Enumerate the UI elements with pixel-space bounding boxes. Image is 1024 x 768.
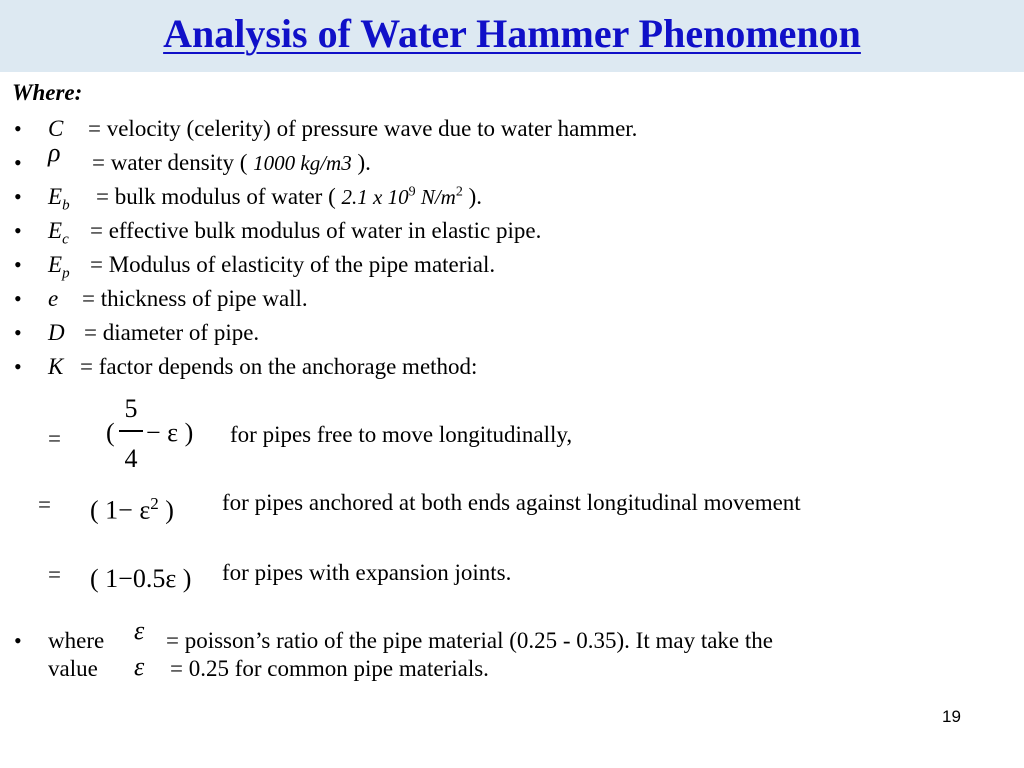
definition-ec: = effective bulk modulus of water in elastic pipe. <box>90 218 542 243</box>
definition-rho: = water density ( 1000 kg/m3 ). <box>92 150 371 175</box>
symbol-ec: $E_c$ <box>48 218 69 248</box>
bullet: • <box>14 320 22 345</box>
definition-d: = diameter of pipe. <box>84 320 260 345</box>
equals-sign: = <box>48 562 61 587</box>
bullet: • <box>14 252 22 277</box>
definition-ep: = Modulus of elasticity of the pipe material. <box>90 252 496 277</box>
bullet: • <box>14 354 22 379</box>
symbol-ep: $E_p$ <box>48 252 70 282</box>
bullet: • <box>14 286 22 311</box>
note-where: where <box>48 628 105 653</box>
where-label: Where: <box>12 80 83 105</box>
case-anchored-description: for pipes anchored at both ends against longitudinal movement <box>222 490 801 515</box>
formula-expansion: ( 1−0.5ε ) <box>90 564 192 593</box>
fraction-denominator: 4 <box>124 444 138 473</box>
bullet: • <box>14 184 22 209</box>
bullet: • <box>14 116 22 141</box>
symbol-rho: ρ <box>48 138 61 167</box>
symbol-eb: $E_b$ <box>48 184 70 214</box>
case-free-description: for pipes free to move longitudinally, <box>230 422 573 447</box>
symbol-e: e <box>48 286 59 311</box>
note-line-2: = 0.25 for common pipe materials. <box>170 656 489 681</box>
bullet: • <box>14 218 22 243</box>
symbol-c: C <box>48 116 64 141</box>
title-bar <box>0 0 1024 72</box>
epsilon-symbol: ε <box>134 616 145 645</box>
definition-eb: = bulk modulus of water ( 2.1 x $10^9$ $N/m^2$ ). <box>96 184 483 209</box>
bullet: • <box>14 628 22 653</box>
equals-sign: = <box>38 492 51 517</box>
fraction-numerator: 5 <box>124 394 138 423</box>
case-expansion-description: for pipes with expansion joints. <box>222 560 512 585</box>
slide-title: Analysis of Water Hammer Phenomenon <box>163 11 861 56</box>
formula-anchored: ( $1- \varepsilon^2$ ) <box>90 494 174 525</box>
formula-rest: − ε ) <box>146 418 194 447</box>
page-number: 19 <box>942 707 961 726</box>
equals-sign: = <box>48 426 61 451</box>
definition-k: = factor depends on the anchorage method: <box>80 354 478 379</box>
formula-paren-open: ( <box>106 418 115 447</box>
bullet: • <box>14 150 22 175</box>
epsilon-symbol: ε <box>134 652 145 681</box>
symbol-d: D <box>48 320 65 345</box>
note-line-1: = poisson’s ratio of the pipe material (0.25 - 0.35). It may take the <box>166 628 773 653</box>
definition-e: = thickness of pipe wall. <box>82 286 308 311</box>
note-value: value <box>48 656 98 681</box>
definition-c: = velocity (celerity) of pressure wave due to water hammer. <box>88 116 638 141</box>
fraction-bar <box>119 430 143 432</box>
symbol-k: K <box>48 354 64 379</box>
